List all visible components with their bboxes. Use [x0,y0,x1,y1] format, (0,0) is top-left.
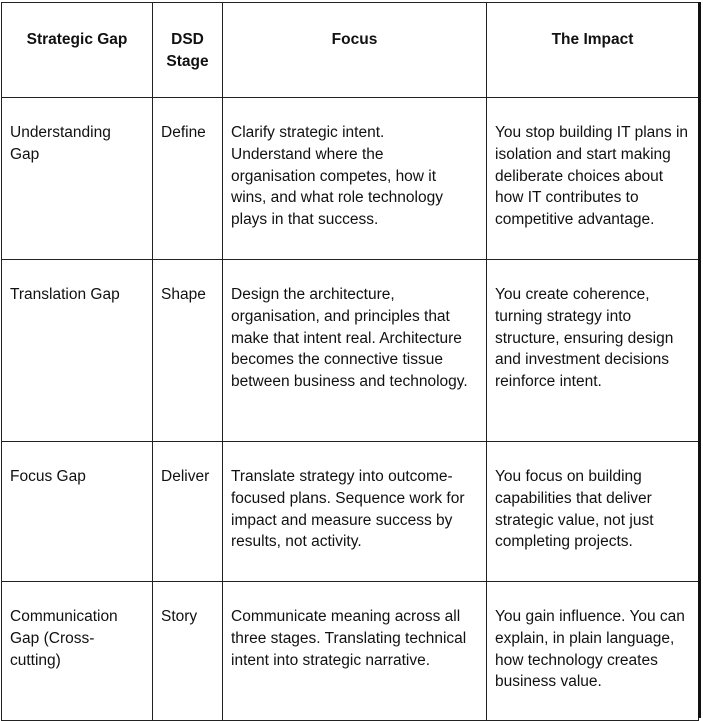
cell-impact [487,260,699,442]
gap-label: Focus Gap [10,468,86,485]
cell-focus [223,442,487,582]
stage-label: Define [161,124,206,141]
cell-impact [487,442,699,582]
focus-text: Design the architecture, organisation, and principles that make that intent real. Architecture becomes the connective tissue between business and technology. [231,286,468,391]
cell-focus [223,98,487,260]
cell-focus [223,260,487,442]
strategy-gap-table [1,2,699,721]
cell-dsd-stage [153,442,223,582]
cell-strategic-gap [2,98,153,260]
header-dsd-stage: DSD Stage [153,3,223,98]
cell-dsd-stage [153,582,223,721]
stage-label: Shape [161,286,206,303]
cell-focus [223,582,487,721]
header-strategic-gap: Strategic Gap [2,3,153,98]
cell-strategic-gap [2,582,153,721]
cell-strategic-gap [2,442,153,582]
table-header-row [2,3,699,98]
cell-impact [487,98,699,260]
table-row [2,582,699,721]
table-row [2,260,699,442]
table-row [2,98,699,260]
focus-text: Communicate meaning across all three stages. Translating technical intent into strategic narrative. [231,608,467,669]
gap-label: Translation Gap [10,286,120,303]
stage-label: Story [161,608,198,625]
cell-dsd-stage [153,98,223,260]
header-impact: The Impact [487,3,699,98]
cell-strategic-gap [2,260,153,442]
impact-text: You stop building IT plans in isolation and start making deliberate choices about how IT contributes to competitive advantage. [495,124,689,229]
cell-impact [487,582,699,721]
table-row [2,442,699,582]
focus-text: Translate strategy into outcome-focused plans. Sequence work for impact and measure success by results, not activity. [231,468,465,551]
table-right-border [698,2,701,718]
gap-label: Understanding Gap [10,124,111,163]
cell-dsd-stage [153,260,223,442]
header-focus: Focus [223,3,487,98]
impact-text: You create coherence, turning strategy into structure, ensuring design and investment decisions reinforce intent. [495,286,674,391]
impact-text: You gain influence. You can explain, in plain language, how technology creates business value. [495,608,685,691]
impact-text: You focus on building capabilities that deliver strategic value, not just completing projects. [495,468,654,551]
stage-label: Deliver [161,468,210,485]
focus-text: Clarify strategic intent. Understand where the organisation competes, how it wins, and what role technology plays in that success. [231,124,443,229]
gap-label: Communication Gap (Cross-cutting) [10,608,118,669]
